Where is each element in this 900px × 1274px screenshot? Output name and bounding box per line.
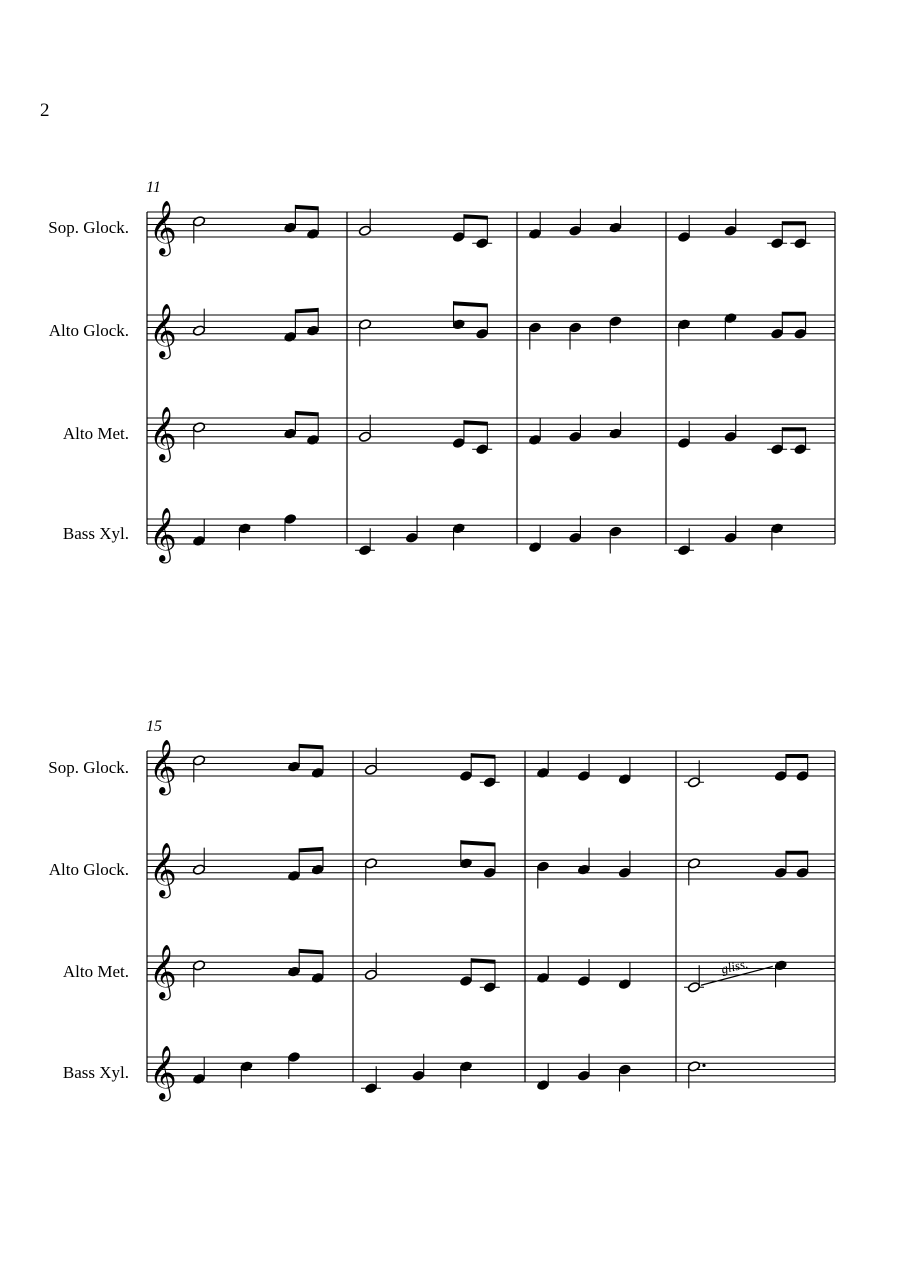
system-1: [48, 179, 161, 543]
treble-clef: 𝄞: [149, 944, 177, 999]
beam: [471, 753, 495, 759]
instrument-label: Bass Xyl.: [62, 524, 129, 543]
beam: [299, 744, 323, 750]
beam: [782, 427, 805, 431]
instrument-label: Sop. Glock.: [48, 218, 129, 237]
beam: [454, 301, 488, 307]
treble-clef: 𝄞: [149, 303, 177, 358]
instrument-label: Alto Met.: [62, 962, 129, 981]
beam: [295, 411, 318, 417]
beam: [464, 214, 487, 220]
beam: [786, 754, 808, 758]
beam: [299, 847, 323, 853]
beam: [461, 840, 495, 846]
measure-number: 11: [146, 179, 161, 196]
treble-clef: 𝄞: [149, 739, 177, 794]
treble-clef: 𝄞: [149, 200, 177, 255]
instrument-label: Alto Met.: [62, 424, 129, 443]
treble-clef: 𝄞: [149, 842, 177, 897]
treble-clef: 𝄞: [149, 507, 177, 562]
beam: [295, 205, 318, 211]
instrument-label: Bass Xyl.: [62, 1063, 129, 1082]
instrument-label: Alto Glock.: [48, 321, 129, 340]
gliss-label: gliss.: [719, 955, 750, 977]
notation-layer: [147, 200, 835, 1102]
beam: [782, 312, 805, 316]
dot: [702, 1064, 705, 1067]
beam: [786, 851, 808, 855]
beam: [471, 958, 495, 964]
treble-clef: 𝄞: [149, 406, 177, 461]
instrument-label: Alto Glock.: [48, 860, 129, 879]
system-2: [48, 718, 162, 1082]
beam: [782, 221, 805, 225]
page-number: 2: [40, 100, 50, 121]
beam: [464, 420, 487, 426]
instrument-label: Sop. Glock.: [48, 758, 129, 777]
treble-clef: 𝄞: [149, 1045, 177, 1100]
beam: [295, 308, 318, 314]
beam: [299, 949, 323, 955]
measure-number: 15: [146, 718, 162, 735]
